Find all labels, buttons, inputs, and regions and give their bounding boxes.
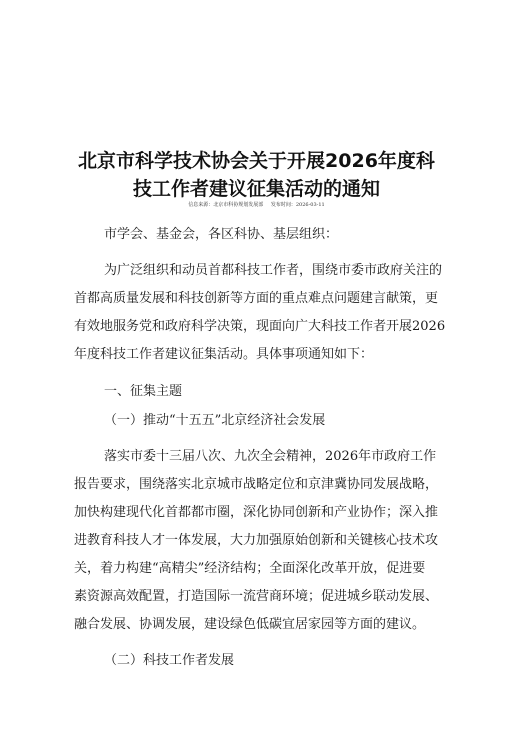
source-info xyxy=(0,202,513,209)
subsection-heading: （一）推动“十五五”北京经济社会发展 xyxy=(104,413,326,428)
paragraph-line: 落实市委十三届八次、九次全会精神，2026年市政府工作 xyxy=(104,449,437,464)
subsection-heading: （二）科技工作者发展 xyxy=(104,653,235,668)
section-heading: 一、征集主题 xyxy=(104,384,183,399)
paragraph-line: 素资源高效配置，打造国际一流营商环境；促进城乡联动发展、 xyxy=(74,589,439,604)
addressee: 市学会、基金会，各区科协、基层组织： xyxy=(104,227,339,242)
publish-date: 发布时间：2026-03-11 xyxy=(270,202,325,208)
paragraph-line: 加快构建现代化首都都市圈，深化协同创新和产业协作；深入推 xyxy=(74,505,439,520)
paragraph-line: 进教育科技人才一体发展，大力加强原始创新和关键核心技术攻 xyxy=(74,533,439,548)
paragraph-line: 融合发展、协调发展，建设绿色低碳宜居家园等方面的建议。 xyxy=(74,617,426,632)
document-title-line-1: 北京市科学技术协会关于开展2026年度科 xyxy=(78,150,435,172)
paragraph-line: 关，着力构建“高精尖”经济结构；全面深化改革开放，促进要 xyxy=(74,561,426,576)
intro-line: 首都高质量发展和科技创新等方面的重点难点问题建言献策，更 xyxy=(74,291,439,306)
intro-line: 年度科技工作者建议征集活动。具体事项通知如下： xyxy=(74,347,374,362)
intro-line: 为广泛组织和动员首都科技工作者，围绕市委市政府关注的 xyxy=(104,263,443,278)
paragraph-line: 报告要求，围绕落实北京城市战略定位和京津冀协同发展战略， xyxy=(74,477,439,492)
intro-line: 有效地服务党和政府科学决策，现面向广大科技工作者开展2026 xyxy=(74,319,446,334)
source-label: 信息来源：北京市科协规划发展部 xyxy=(188,202,264,208)
document-title-line-2: 技工作者建议征集活动的通知 xyxy=(132,178,380,200)
